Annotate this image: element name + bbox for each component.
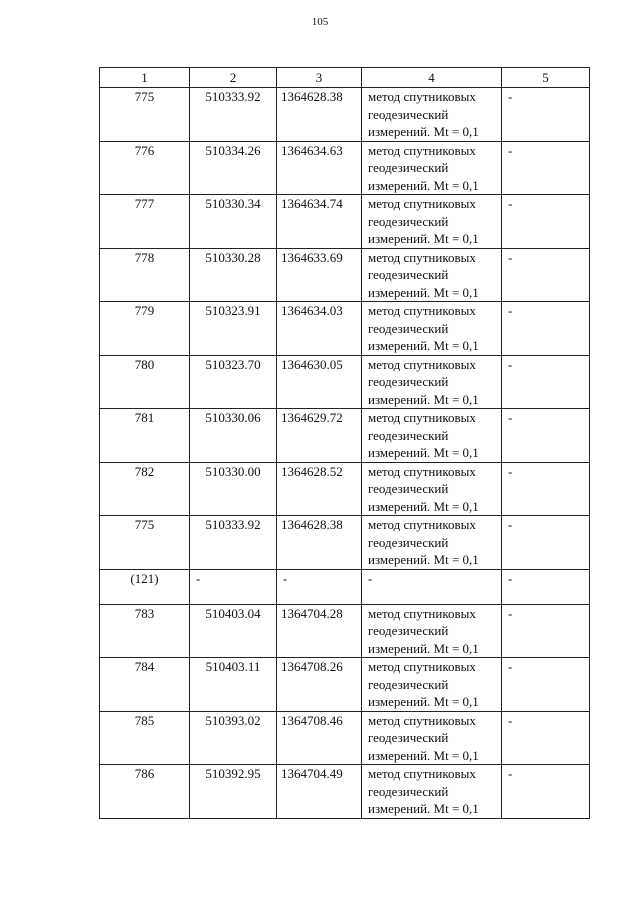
method-text-line: геодезический <box>368 320 449 336</box>
column-header: 5 <box>502 68 590 88</box>
x-coordinate-cell: 510323.91 <box>190 302 277 356</box>
method-text-line: метод спутниковых <box>368 766 476 781</box>
y-coordinate-cell: 1364628.52 <box>277 462 362 516</box>
method-cell <box>362 604 502 658</box>
point-number-cell: (121) <box>100 569 190 604</box>
y-coordinate-cell: 1364708.46 <box>277 711 362 765</box>
x-coordinate-cell: 510392.95 <box>190 765 277 819</box>
method-text-line: метод спутниковых <box>368 303 476 318</box>
method-cell <box>362 658 502 712</box>
note-cell: - <box>502 569 590 604</box>
method-text-line: измерений. Mt = 0,1 <box>368 552 479 567</box>
point-number-cell: 779 <box>100 302 190 356</box>
point-number-cell: 777 <box>100 195 190 249</box>
point-number-cell: 782 <box>100 462 190 516</box>
table-header-row <box>100 68 590 88</box>
table-row <box>100 88 590 142</box>
x-coordinate-cell: 510330.06 <box>190 409 277 463</box>
method-text-line: геодезический <box>368 534 449 550</box>
note-cell: - <box>502 195 590 249</box>
x-coordinate-cell: 510333.92 <box>190 88 277 142</box>
method-text-line: измерений. Mt = 0,1 <box>368 694 479 709</box>
y-coordinate-cell: 1364634.63 <box>277 141 362 195</box>
column-header: 2 <box>190 68 277 88</box>
point-number-cell: 784 <box>100 658 190 712</box>
note-cell: - <box>502 604 590 658</box>
note-cell: - <box>502 658 590 712</box>
note-cell: - <box>502 462 590 516</box>
method-text-line: - <box>368 570 373 586</box>
point-number-cell: 781 <box>100 409 190 463</box>
y-coordinate-cell: 1364634.74 <box>277 195 362 249</box>
method-text-line: геодезический <box>368 374 449 389</box>
x-coordinate-cell: 510330.34 <box>190 195 277 249</box>
x-coordinate-cell: 510333.92 <box>190 516 277 570</box>
method-text-line: измерений. Mt = 0,1 <box>368 177 479 193</box>
y-coordinate-cell: 1364704.49 <box>277 765 362 819</box>
x-coordinate-cell: - <box>190 569 277 604</box>
y-coordinate-cell: - <box>277 569 362 604</box>
method-text-line: геодезический <box>368 427 449 443</box>
method-text-line: геодезический <box>368 481 449 496</box>
x-coordinate-cell: 510334.26 <box>190 141 277 195</box>
coordinates-table <box>99 67 590 819</box>
point-number-cell: 778 <box>100 248 190 302</box>
method-cell <box>362 88 502 142</box>
x-coordinate-cell: 510393.02 <box>190 711 277 765</box>
x-coordinate-cell: 510403.11 <box>190 658 277 712</box>
point-number-cell: 783 <box>100 604 190 658</box>
method-text-line: измерений. Mt = 0,1 <box>368 801 479 816</box>
table-row <box>100 195 590 249</box>
y-coordinate-cell: 1364633.69 <box>277 248 362 302</box>
method-text-line: метод спутниковых <box>368 196 476 211</box>
y-coordinate-cell: 1364630.05 <box>277 355 362 409</box>
table-row <box>100 658 590 712</box>
note-cell: - <box>502 409 590 463</box>
table-row <box>100 302 590 356</box>
table-row <box>100 516 590 570</box>
method-text-line: измерений. Mt = 0,1 <box>368 498 479 514</box>
method-cell <box>362 195 502 249</box>
point-number-cell: 786 <box>100 765 190 819</box>
method-cell <box>362 711 502 765</box>
method-text-line: измерений. Mt = 0,1 <box>368 284 479 300</box>
y-coordinate-cell: 1364628.38 <box>277 516 362 570</box>
method-text-line: измерений. Mt = 0,1 <box>368 747 479 763</box>
method-text-line: измерений. Mt = 0,1 <box>368 640 479 656</box>
method-text-line: геодезический <box>368 623 449 638</box>
table-row <box>100 355 590 409</box>
page-number: 105 <box>311 16 329 28</box>
method-text-line: метод спутниковых <box>368 142 476 158</box>
table-row <box>100 462 590 516</box>
method-text-line: геодезический <box>368 267 449 282</box>
method-text-line: метод спутниковых <box>368 89 476 104</box>
point-number-cell: 775 <box>100 88 190 142</box>
method-text-line: геодезический <box>368 676 449 692</box>
note-cell: - <box>502 711 590 765</box>
note-cell: - <box>502 765 590 819</box>
method-cell <box>362 355 502 409</box>
column-header: 3 <box>277 68 362 88</box>
method-text-line: метод спутниковых <box>368 605 476 621</box>
method-text-line: геодезический <box>368 730 449 745</box>
method-text-line: метод спутниковых <box>368 463 476 479</box>
table-row <box>100 409 590 463</box>
method-text-line: метод спутниковых <box>368 517 476 532</box>
method-text-line: измерений. Mt = 0,1 <box>368 391 479 407</box>
y-coordinate-cell: 1364704.28 <box>277 604 362 658</box>
note-cell: - <box>502 302 590 356</box>
y-coordinate-cell: 1364634.03 <box>277 302 362 356</box>
note-cell: - <box>502 141 590 195</box>
table-body <box>100 68 590 819</box>
point-number-cell: 776 <box>100 141 190 195</box>
y-coordinate-cell: 1364629.72 <box>277 409 362 463</box>
column-header: 1 <box>100 68 190 88</box>
note-cell: - <box>502 248 590 302</box>
method-text-line: геодезический <box>368 783 449 799</box>
method-cell <box>362 141 502 195</box>
table-row <box>100 141 590 195</box>
point-number-cell: 780 <box>100 355 190 409</box>
method-cell <box>362 409 502 463</box>
table-row <box>100 604 590 658</box>
method-cell <box>362 302 502 356</box>
point-number-cell: 775 <box>100 516 190 570</box>
method-text-line: измерений. Mt = 0,1 <box>368 338 479 353</box>
method-text-line: измерений. Mt = 0,1 <box>368 445 479 460</box>
method-cell <box>362 248 502 302</box>
table-row <box>100 765 590 819</box>
method-cell <box>362 516 502 570</box>
x-coordinate-cell: 510403.04 <box>190 604 277 658</box>
method-text-line: геодезический <box>368 213 449 229</box>
note-cell: - <box>502 355 590 409</box>
x-coordinate-cell: 510330.00 <box>190 462 277 516</box>
method-text-line: измерений. Mt = 0,1 <box>368 231 479 246</box>
method-text-line: метод спутниковых <box>368 410 476 425</box>
column-header: 4 <box>362 68 502 88</box>
y-coordinate-cell: 1364628.38 <box>277 88 362 142</box>
method-cell <box>362 462 502 516</box>
table-row <box>100 711 590 765</box>
method-text-line: измерений. Mt = 0,1 <box>368 124 479 139</box>
table-row <box>100 569 590 604</box>
x-coordinate-cell: 510323.70 <box>190 355 277 409</box>
method-text-line: геодезический <box>368 106 449 122</box>
point-number-cell: 785 <box>100 711 190 765</box>
method-cell <box>362 569 502 604</box>
y-coordinate-cell: 1364708.26 <box>277 658 362 712</box>
method-text-line: геодезический <box>368 160 449 175</box>
method-text-line: метод спутниковых <box>368 249 476 265</box>
table-row <box>100 248 590 302</box>
note-cell: - <box>502 516 590 570</box>
method-cell <box>362 765 502 819</box>
method-text-line: метод спутниковых <box>368 712 476 728</box>
method-text-line: метод спутниковых <box>368 659 476 674</box>
note-cell: - <box>502 88 590 142</box>
x-coordinate-cell: 510330.28 <box>190 248 277 302</box>
method-text-line: метод спутниковых <box>368 356 476 372</box>
